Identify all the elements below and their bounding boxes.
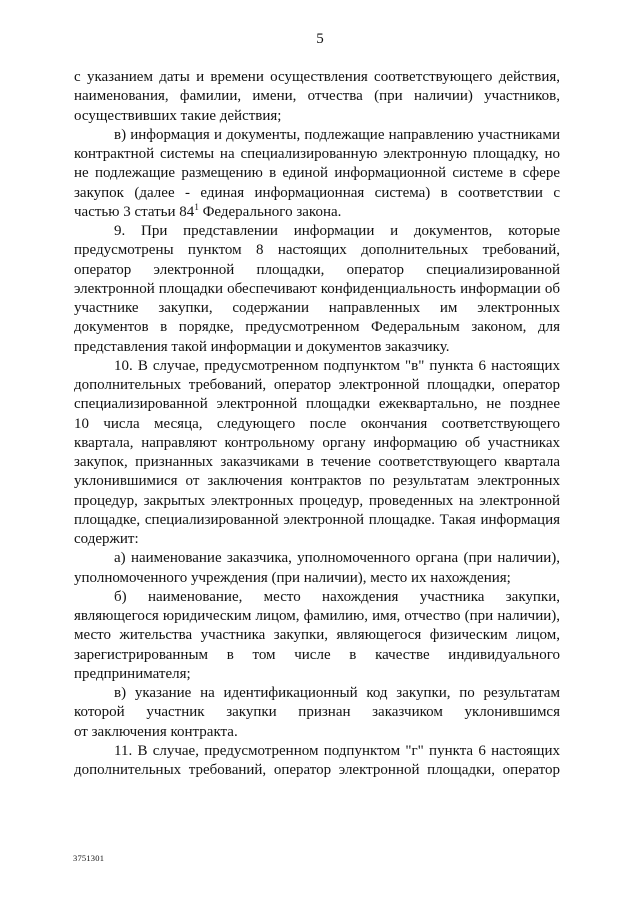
text-line [74,723,560,742]
text-line [74,549,560,568]
text-line [74,376,560,395]
text-line-content: закупок, признанных заказчиками в течение соответствующего квартала [74,454,560,470]
text-line-content: предпринимателя; [74,665,191,682]
text-line-content: от заключения контракта. [74,723,238,740]
text-line [74,761,560,780]
text-line [74,126,560,145]
text-line-content: представления такой информации и документов заказчику. [74,338,450,355]
text-line-content: электронной площадки обеспечивают конфиденциальность информации об [74,280,560,297]
text-line [74,665,560,684]
text-line [74,164,560,183]
text-line [74,87,560,106]
text-line [74,530,560,549]
text-line-content: контрактной системы на специализированную электронную площадку, но [74,146,560,162]
text-line [74,280,560,299]
text-line-content: документов в порядке, предусмотренном Федеральным законом, для [74,319,560,336]
text-line [74,145,560,164]
text-line-content: площадке, специализированной электронной площадке. Такая информация [74,511,560,528]
text-line [74,742,560,761]
text-line-continuation: Федерального закона. [198,203,342,220]
text-line [74,684,560,703]
text-line-content: дополнительных требований, оператор электронной площадки, оператор [74,377,560,393]
text-line-content: 10. В случае, предусмотренном подпунктом "в" пункта 6 настоящих [114,357,560,374]
text-line [74,415,560,434]
text-line-content: не подлежащие размещению в единой информационной системе в сфере [74,165,560,182]
text-line [74,261,560,280]
text-line [74,453,560,472]
text-line [74,646,560,665]
text-line-content: 10 числа месяца, следующего после окончания соответствующего [74,415,560,432]
text-line [74,203,560,222]
text-line-content: предусмотрены пунктом 8 настоящих дополнительных требований, [74,242,560,259]
text-line [74,357,560,376]
text-line-content: являющегося юридическим лицом, фамилию, имя, отчество (при наличии), [74,608,560,624]
text-line [74,511,560,530]
text-line [74,338,560,357]
text-line [74,607,560,626]
text-line-content: 11. В случае, предусмотренном подпунктом "г" пункта 6 настоящих [114,742,560,759]
text-line [74,492,560,511]
text-line [74,222,560,241]
text-line-content: а) наименование заказчика, уполномоченного органа (при наличии), [114,550,560,567]
text-line-content: уклонившимися от заключения контрактов по результатам электронных [74,473,560,490]
document-body [74,68,560,780]
text-line [74,107,560,126]
text-line [74,472,560,491]
text-line [74,241,560,260]
text-line-content: содержит: [74,531,139,547]
text-line-content: уполномоченного учреждения (при наличии), место их нахождения; [74,569,511,586]
text-line [74,395,560,414]
text-line [74,318,560,337]
text-line-content: в) информация и документы, подлежащие направлению участниками [114,126,560,143]
text-line-content: частью 3 статьи 84 [74,203,195,220]
text-line [74,569,560,588]
text-line-content: участнике закупки, содержании направленных им электронных [74,300,560,316]
text-line-content: квартала, направляют контрольному органу информацию об участниках [74,434,560,451]
document-code: 3751301 [73,853,105,863]
text-line [74,626,560,645]
page-number: 5 [316,31,324,47]
text-line-content: оператор электронной площадки, оператор специализированной [74,261,560,278]
text-line-content: в) указание на идентификационный код закупки, по результатам [114,685,560,701]
text-line-content: зарегистрированным в том числе в качестве индивидуального [74,646,560,663]
text-line-content: осуществивших такие действия; [74,107,282,124]
text-line-content: специализированной электронной площадки ежеквартально, не позднее [74,396,560,413]
text-line-content: б) наименование, место нахождения участника закупки, [114,588,560,605]
text-line-content: закупок (далее - единая информационная система) в соответствии с [74,184,560,201]
text-line-content: с указанием даты и времени осуществления соответствующего действия, [74,69,560,85]
text-line-content: которой участник закупки признан заказчиком уклонившимся [74,704,560,721]
text-line-content: процедур, закрытых электронных процедур, проведенных на электронной [74,492,560,509]
text-line-content: 9. При представлении информации и документов, которые [114,223,560,239]
text-line-content: дополнительных требований, оператор электронной площадки, оператор [74,762,560,778]
text-line [74,588,560,607]
text-line [74,703,560,722]
text-line-content: наименования, фамилии, имени, отчества (при наличии) участников, [74,88,560,105]
superscript: 1 [194,201,199,212]
text-line [74,68,560,87]
text-line-content: место жительства участника закупки, являющегося физическим лицом, [74,627,560,644]
text-line [74,299,560,318]
text-line [74,434,560,453]
text-line [74,184,560,203]
